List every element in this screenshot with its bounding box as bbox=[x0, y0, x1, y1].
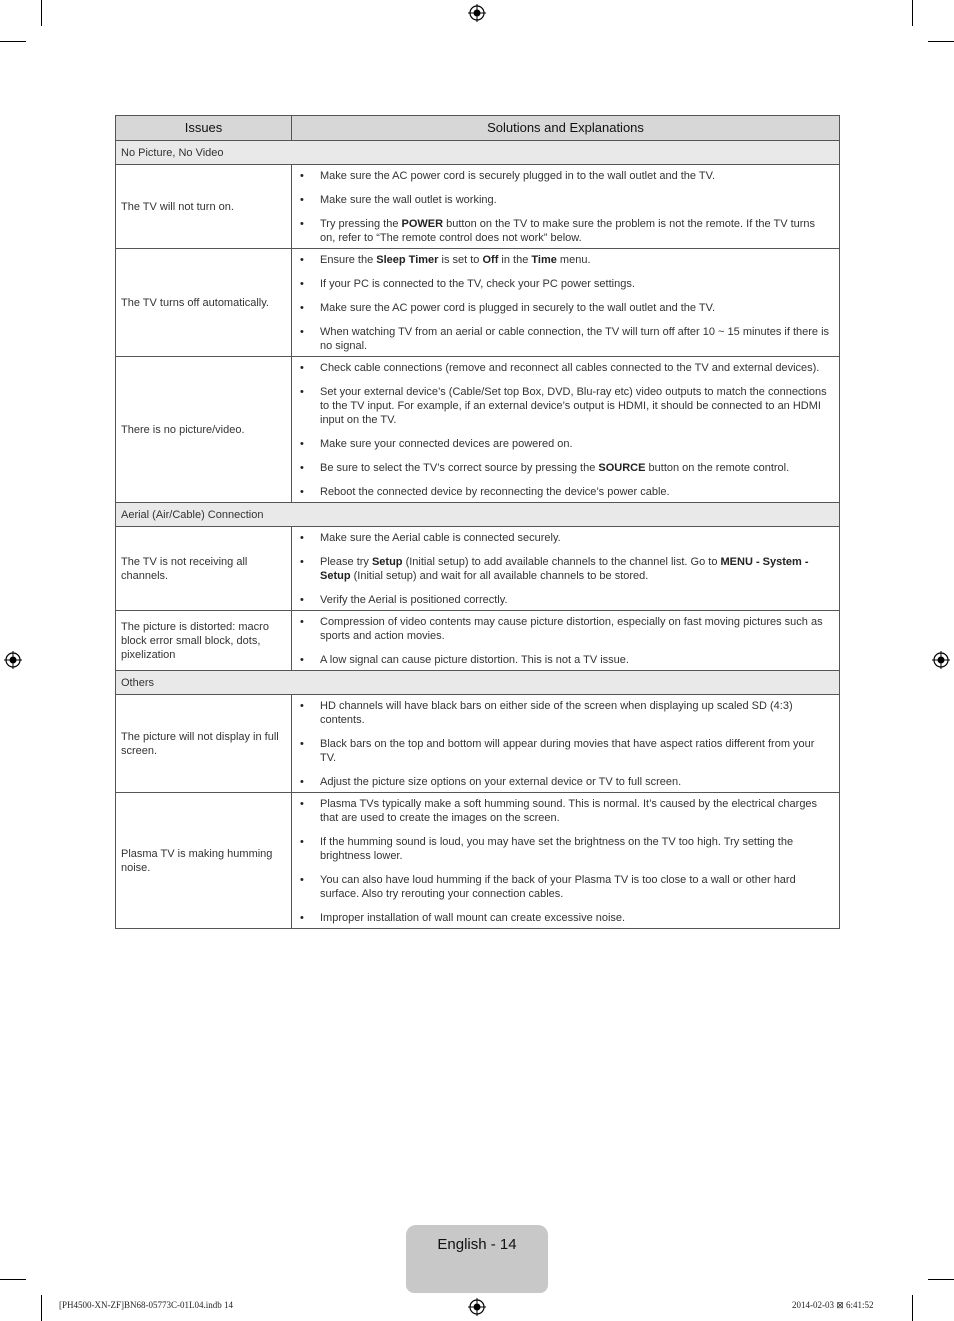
list-item bbox=[297, 325, 833, 353]
section-title: No Picture, No Video bbox=[116, 141, 840, 165]
solutions-cell bbox=[292, 165, 840, 249]
list-item bbox=[297, 593, 833, 607]
solution-text: button on the TV to make sure the problem is not the remote. If the TV turns on, refer to “The remote control does not work” below. bbox=[320, 218, 816, 244]
solution-text: Verify the Aerial is positioned correctly. bbox=[320, 594, 508, 606]
solution-text: Plasma TVs typically make a soft humming sound. This is normal. It’s caused by the electrical charges that are used to create the images on the screen. bbox=[320, 798, 818, 824]
solution-text: Compression of video contents may cause picture distortion, especially on fast moving pictures such as sports and action movies. bbox=[320, 616, 823, 642]
table-row bbox=[116, 611, 840, 671]
list-item bbox=[297, 193, 833, 207]
list-item bbox=[297, 217, 833, 245]
solutions-cell bbox=[292, 357, 840, 503]
solution-text: Reboot the connected device by reconnecting the device’s power cable. bbox=[320, 486, 670, 498]
print-timestamp: 2014-02-03 ⊠ 6:41:52 bbox=[792, 1300, 874, 1310]
list-item bbox=[297, 277, 833, 291]
list-item bbox=[297, 555, 833, 583]
list-item bbox=[297, 301, 833, 315]
solution-text: Black bars on the top and bottom will appear during movies that have aspect ratios different from your TV. bbox=[320, 738, 815, 764]
section-title: Aerial (Air/Cable) Connection bbox=[116, 503, 840, 527]
list-item bbox=[297, 253, 833, 267]
bold-term: Setup bbox=[371, 556, 403, 568]
troubleshooting-table bbox=[115, 115, 840, 929]
list-item bbox=[297, 385, 833, 427]
solution-text: Make sure the Aerial cable is connected securely. bbox=[320, 532, 561, 544]
solution-text: Make sure the AC power cord is securely plugged in to the wall outlet and the TV. bbox=[320, 170, 716, 182]
solution-text: is set to bbox=[438, 254, 483, 266]
solution-text: Make sure the AC power cord is plugged in securely to the wall outlet and the TV. bbox=[320, 302, 716, 314]
bold-term: Sleep Timer bbox=[376, 254, 439, 266]
crop-mark bbox=[928, 41, 954, 42]
bold-term: POWER bbox=[401, 218, 444, 230]
list-item bbox=[297, 485, 833, 499]
issue-cell: The TV turns off automatically. bbox=[116, 249, 292, 357]
solution-text: Make sure your connected devices are powered on. bbox=[320, 438, 573, 450]
solutions-list bbox=[297, 361, 833, 499]
solution-text: Ensure the bbox=[320, 254, 377, 266]
solutions-cell bbox=[292, 527, 840, 611]
solution-text: HD channels will have black bars on either side of the screen when displaying up scaled SD (4:3) contents. bbox=[320, 700, 793, 726]
solutions-cell bbox=[292, 249, 840, 357]
list-item bbox=[297, 737, 833, 765]
file-info: [PH4500-XN-ZF]BN68-05773C-01L04.indb 14 bbox=[59, 1300, 233, 1310]
solutions-list bbox=[297, 615, 833, 667]
solution-text: (Initial setup) to add available channels to the channel list. Go to bbox=[402, 556, 721, 568]
issue-cell: The TV is not receiving all channels. bbox=[116, 527, 292, 611]
solution-text: Please try bbox=[320, 556, 372, 568]
list-item bbox=[297, 169, 833, 183]
table-row bbox=[116, 357, 840, 503]
bold-term: Off bbox=[482, 254, 499, 266]
solution-text: Be sure to select the TV’s correct source by pressing the bbox=[320, 462, 599, 474]
bold-term: SOURCE bbox=[598, 462, 646, 474]
crop-mark bbox=[912, 1295, 913, 1321]
solutions-header: Solutions and Explanations bbox=[292, 116, 840, 141]
issues-header: Issues bbox=[116, 116, 292, 141]
crop-mark bbox=[928, 1279, 954, 1280]
list-item bbox=[297, 699, 833, 727]
issue-cell: The picture is distorted: macro block error small block, dots, pixelization bbox=[116, 611, 292, 671]
table-row bbox=[116, 527, 840, 611]
crop-mark bbox=[0, 1279, 26, 1280]
table-row bbox=[116, 793, 840, 929]
list-item bbox=[297, 615, 833, 643]
solution-text: When watching TV from an aerial or cable connection, the TV will turn off after 10 ~ 15 minutes if there is no signal. bbox=[320, 326, 830, 352]
table-row bbox=[116, 695, 840, 793]
solutions-cell bbox=[292, 611, 840, 671]
solution-text: Set your external device’s (Cable/Set top Box, DVD, Blu-ray etc) video outputs to match the connections to the TV input. For example, if an external device’s output is HDMI, it should be connected to an HDMI input on the TV. bbox=[320, 386, 827, 426]
list-item bbox=[297, 653, 833, 667]
solutions-cell bbox=[292, 793, 840, 929]
table-body bbox=[116, 141, 840, 929]
bold-term: MENU - System - Setup bbox=[320, 556, 809, 582]
registration-crosshair-icon bbox=[468, 4, 486, 22]
solution-text: in the bbox=[498, 254, 532, 266]
bold-term: Time bbox=[531, 254, 557, 266]
solution-text: Improper installation of wall mount can create excessive noise. bbox=[320, 912, 626, 924]
registration-crosshair-icon bbox=[468, 1298, 486, 1316]
list-item bbox=[297, 461, 833, 475]
section-title: Others bbox=[116, 671, 840, 695]
solutions-cell bbox=[292, 695, 840, 793]
solution-text: A low signal can cause picture distortion. This is not a TV issue. bbox=[320, 654, 629, 666]
page-number-tab bbox=[406, 1225, 548, 1293]
table-row bbox=[116, 165, 840, 249]
solutions-list bbox=[297, 699, 833, 789]
table-header-row bbox=[116, 116, 840, 141]
registration-crosshair-icon bbox=[932, 651, 950, 669]
solution-text: If the humming sound is loud, you may have set the brightness on the TV too high. Try setting the brightness lower. bbox=[320, 836, 794, 862]
list-item bbox=[297, 361, 833, 375]
solutions-list bbox=[297, 797, 833, 925]
solution-text: menu. bbox=[556, 254, 591, 266]
solution-text: Try pressing the bbox=[320, 218, 402, 230]
table-row bbox=[116, 249, 840, 357]
issue-cell: The picture will not display in full screen. bbox=[116, 695, 292, 793]
solution-text: Make sure the wall outlet is working. bbox=[320, 194, 497, 206]
issue-cell: The TV will not turn on. bbox=[116, 165, 292, 249]
solution-text: Adjust the picture size options on your external device or TV to full screen. bbox=[320, 776, 682, 788]
list-item bbox=[297, 797, 833, 825]
list-item bbox=[297, 775, 833, 789]
list-item bbox=[297, 531, 833, 545]
section-row bbox=[116, 671, 840, 695]
solutions-list bbox=[297, 169, 833, 245]
solutions-list bbox=[297, 253, 833, 353]
issue-cell: There is no picture/video. bbox=[116, 357, 292, 503]
section-row bbox=[116, 503, 840, 527]
registration-crosshair-icon bbox=[4, 651, 22, 669]
crop-mark bbox=[41, 1295, 42, 1321]
list-item bbox=[297, 873, 833, 901]
crop-mark bbox=[0, 41, 26, 42]
crop-mark bbox=[41, 0, 42, 26]
solution-text: (Initial setup) and wait for all available channels to be stored. bbox=[350, 570, 649, 582]
list-item bbox=[297, 835, 833, 863]
list-item bbox=[297, 911, 833, 925]
list-item bbox=[297, 437, 833, 451]
issue-cell: Plasma TV is making humming noise. bbox=[116, 793, 292, 929]
solution-text: You can also have loud humming if the back of your Plasma TV is too close to a wall or other hard surface. Also try rerouting your connection cables. bbox=[320, 874, 796, 900]
page-number: English - 14 bbox=[437, 1236, 517, 1253]
solution-text: Check cable connections (remove and reconnect all cables connected to the TV and external devices). bbox=[320, 362, 820, 374]
crop-mark bbox=[912, 0, 913, 26]
solution-text: button on the remote control. bbox=[645, 462, 790, 474]
section-row bbox=[116, 141, 840, 165]
solution-text: If your PC is connected to the TV, check your PC power settings. bbox=[320, 278, 635, 290]
solutions-list bbox=[297, 531, 833, 607]
